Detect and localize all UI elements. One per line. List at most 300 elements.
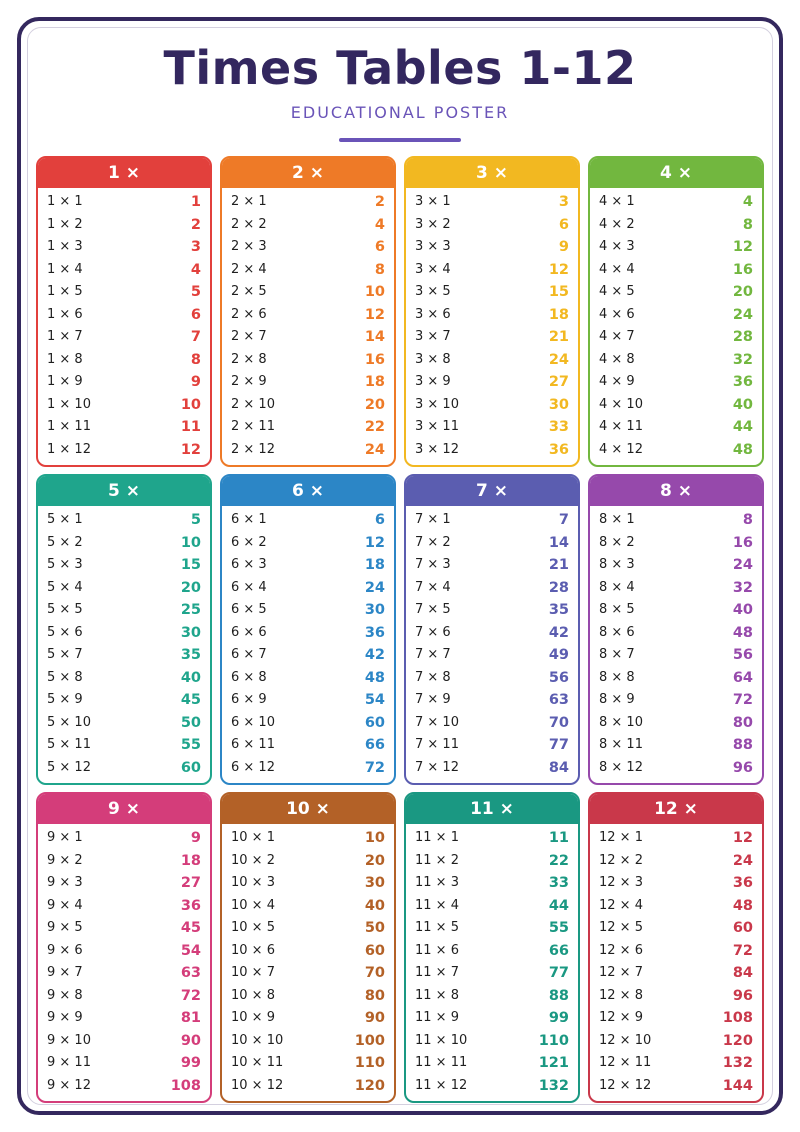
row-answer: 14 xyxy=(548,534,569,551)
row-expression: 5 × 11 xyxy=(47,737,91,752)
table-row xyxy=(590,326,762,349)
row-expression: 2 × 7 xyxy=(231,329,267,344)
table-row xyxy=(222,349,394,372)
table-card-4 xyxy=(588,156,764,467)
row-expression: 12 × 9 xyxy=(599,1010,643,1025)
row-answer: 4 xyxy=(742,194,753,210)
row-expression: 11 × 8 xyxy=(415,987,459,1003)
table-card-3 xyxy=(404,156,580,467)
row-answer: 88 xyxy=(732,737,753,753)
table-row xyxy=(38,872,210,895)
row-answer: 50 xyxy=(180,714,201,731)
table-row xyxy=(406,416,578,439)
table-row xyxy=(590,827,762,850)
row-answer: 9 xyxy=(190,374,201,390)
row-expression: 6 × 7 xyxy=(231,647,267,662)
table-row xyxy=(222,1052,394,1075)
row-answer: 16 xyxy=(732,534,753,551)
row-answer: 40 xyxy=(732,602,753,618)
row-expression: 1 × 7 xyxy=(47,329,83,344)
table-row xyxy=(590,644,762,667)
row-answer: 4 xyxy=(374,216,385,233)
row-expression: 9 × 2 xyxy=(47,852,83,868)
row-answer: 18 xyxy=(364,374,385,390)
row-answer: 28 xyxy=(732,329,753,345)
row-expression: 4 × 4 xyxy=(599,261,635,277)
row-expression: 3 × 9 xyxy=(415,374,451,389)
row-answer: 80 xyxy=(732,714,753,731)
row-answer: 50 xyxy=(364,920,385,936)
row-expression: 2 × 9 xyxy=(231,374,267,389)
table-row xyxy=(222,236,394,259)
row-answer: 9 xyxy=(558,239,569,255)
table-row xyxy=(590,259,762,282)
table-row xyxy=(406,940,578,963)
row-expression: 12 × 6 xyxy=(599,942,643,958)
row-expression: 11 × 11 xyxy=(415,1055,468,1070)
row-expression: 5 × 5 xyxy=(47,602,83,617)
table-row xyxy=(38,895,210,918)
table-row xyxy=(222,394,394,417)
row-expression: 4 × 10 xyxy=(599,396,643,412)
row-answer: 132 xyxy=(538,1077,569,1094)
table-row xyxy=(222,259,394,282)
table-row xyxy=(222,757,394,780)
row-answer: 64 xyxy=(732,669,753,686)
row-answer: 15 xyxy=(548,284,569,300)
table-row xyxy=(222,439,394,462)
row-answer: 24 xyxy=(732,852,753,869)
table-row xyxy=(590,850,762,873)
table-row xyxy=(38,644,210,667)
row-answer: 33 xyxy=(548,419,569,435)
row-expression: 10 × 7 xyxy=(231,965,275,980)
row-answer: 18 xyxy=(364,557,385,573)
row-expression: 5 × 6 xyxy=(47,624,83,640)
row-answer: 8 xyxy=(742,216,753,233)
row-answer: 48 xyxy=(732,624,753,641)
row-expression: 5 × 10 xyxy=(47,714,91,730)
row-expression: 4 × 8 xyxy=(599,351,635,367)
row-expression: 1 × 6 xyxy=(47,306,83,322)
row-expression: 3 × 6 xyxy=(415,306,451,322)
row-answer: 56 xyxy=(548,669,569,686)
row-answer: 5 xyxy=(190,512,201,528)
row-answer: 10 xyxy=(364,284,385,300)
row-expression: 9 × 11 xyxy=(47,1055,91,1070)
row-answer: 20 xyxy=(364,852,385,869)
row-answer: 100 xyxy=(354,1032,385,1049)
row-expression: 12 × 2 xyxy=(599,852,643,868)
table-row xyxy=(590,214,762,237)
table-rows xyxy=(222,188,394,461)
row-expression: 3 × 11 xyxy=(415,419,459,434)
table-row xyxy=(406,281,578,304)
table-row xyxy=(406,1052,578,1075)
row-answer: 96 xyxy=(732,759,753,776)
poster-subtitle: EDUCATIONAL POSTER xyxy=(290,103,510,122)
row-answer: 6 xyxy=(558,216,569,233)
row-expression: 11 × 10 xyxy=(415,1032,468,1048)
table-rows xyxy=(406,506,578,779)
row-answer: 4 xyxy=(190,261,201,278)
table-row xyxy=(222,191,394,214)
row-answer: 108 xyxy=(722,1010,753,1026)
row-answer: 45 xyxy=(180,920,201,936)
row-answer: 24 xyxy=(732,557,753,573)
row-expression: 5 × 7 xyxy=(47,647,83,662)
table-row xyxy=(406,577,578,600)
table-row xyxy=(406,439,578,462)
row-expression: 1 × 4 xyxy=(47,261,83,277)
table-row xyxy=(38,371,210,394)
row-expression: 10 × 2 xyxy=(231,852,275,868)
row-expression: 10 × 12 xyxy=(231,1077,284,1093)
table-row xyxy=(222,509,394,532)
row-answer: 27 xyxy=(180,875,201,891)
row-answer: 3 xyxy=(190,239,201,255)
row-answer: 63 xyxy=(548,692,569,708)
table-header: 7 × xyxy=(406,476,578,506)
table-row xyxy=(38,394,210,417)
row-answer: 55 xyxy=(548,920,569,936)
row-expression: 4 × 3 xyxy=(599,239,635,254)
row-expression: 11 × 9 xyxy=(415,1010,459,1025)
table-row xyxy=(406,509,578,532)
row-expression: 7 × 3 xyxy=(415,557,451,572)
row-answer: 20 xyxy=(180,579,201,596)
row-expression: 11 × 12 xyxy=(415,1077,468,1093)
table-row xyxy=(38,940,210,963)
row-answer: 36 xyxy=(548,441,569,458)
table-row xyxy=(222,326,394,349)
table-header: 8 × xyxy=(590,476,762,506)
table-row xyxy=(406,349,578,372)
row-answer: 144 xyxy=(722,1077,753,1094)
row-expression: 12 × 1 xyxy=(599,830,643,845)
row-expression: 7 × 4 xyxy=(415,579,451,595)
row-expression: 10 × 9 xyxy=(231,1010,275,1025)
row-expression: 10 × 11 xyxy=(231,1055,284,1070)
table-header: 3 × xyxy=(406,158,578,188)
row-answer: 20 xyxy=(364,396,385,413)
row-expression: 2 × 12 xyxy=(231,441,275,457)
table-row xyxy=(222,532,394,555)
row-answer: 20 xyxy=(732,284,753,300)
row-expression: 6 × 2 xyxy=(231,534,267,550)
row-expression: 1 × 9 xyxy=(47,374,83,389)
row-answer: 72 xyxy=(732,692,753,708)
table-row xyxy=(590,349,762,372)
row-expression: 2 × 11 xyxy=(231,419,275,434)
row-expression: 11 × 7 xyxy=(415,965,459,980)
table-rows xyxy=(590,188,762,461)
row-answer: 70 xyxy=(364,965,385,981)
table-row xyxy=(38,827,210,850)
table-row xyxy=(590,940,762,963)
row-answer: 18 xyxy=(180,852,201,869)
row-answer: 30 xyxy=(364,602,385,618)
row-answer: 32 xyxy=(732,579,753,596)
row-expression: 5 × 1 xyxy=(47,512,83,527)
table-row xyxy=(406,554,578,577)
table-card-5 xyxy=(36,474,212,785)
table-row xyxy=(590,962,762,985)
row-answer: 10 xyxy=(180,396,201,413)
table-row xyxy=(590,371,762,394)
table-row xyxy=(406,304,578,327)
row-answer: 108 xyxy=(170,1077,201,1094)
row-answer: 28 xyxy=(548,579,569,596)
row-expression: 3 × 7 xyxy=(415,329,451,344)
table-row xyxy=(406,371,578,394)
row-expression: 3 × 3 xyxy=(415,239,451,254)
table-row xyxy=(38,757,210,780)
row-expression: 3 × 8 xyxy=(415,351,451,367)
table-card-7 xyxy=(404,474,580,785)
table-row xyxy=(38,1052,210,1075)
row-answer: 14 xyxy=(364,329,385,345)
table-header: 9 × xyxy=(38,794,210,824)
row-expression: 11 × 2 xyxy=(415,852,459,868)
row-answer: 8 xyxy=(374,261,385,278)
row-expression: 7 × 1 xyxy=(415,512,451,527)
row-expression: 7 × 2 xyxy=(415,534,451,550)
table-row xyxy=(590,712,762,735)
row-answer: 42 xyxy=(548,624,569,641)
row-expression: 12 × 12 xyxy=(599,1077,652,1093)
table-row xyxy=(590,689,762,712)
row-answer: 32 xyxy=(732,351,753,368)
table-row xyxy=(38,599,210,622)
row-answer: 40 xyxy=(180,669,201,686)
row-expression: 3 × 5 xyxy=(415,284,451,299)
table-card-1 xyxy=(36,156,212,467)
table-row xyxy=(222,1075,394,1098)
table-row xyxy=(38,622,210,645)
table-row xyxy=(38,416,210,439)
row-answer: 3 xyxy=(558,194,569,210)
table-row xyxy=(222,214,394,237)
row-answer: 30 xyxy=(548,396,569,413)
row-expression: 10 × 8 xyxy=(231,987,275,1003)
table-row xyxy=(222,689,394,712)
row-expression: 7 × 12 xyxy=(415,759,459,775)
table-row xyxy=(222,281,394,304)
row-expression: 4 × 6 xyxy=(599,306,635,322)
row-expression: 1 × 5 xyxy=(47,284,83,299)
row-answer: 99 xyxy=(548,1010,569,1026)
row-answer: 48 xyxy=(732,897,753,914)
row-expression: 7 × 7 xyxy=(415,647,451,662)
row-answer: 5 xyxy=(190,284,201,300)
table-card-9 xyxy=(36,792,212,1103)
row-answer: 66 xyxy=(548,942,569,959)
row-expression: 5 × 9 xyxy=(47,692,83,707)
row-answer: 12 xyxy=(180,441,201,458)
table-row xyxy=(406,1007,578,1030)
table-row xyxy=(38,734,210,757)
row-answer: 81 xyxy=(180,1010,201,1026)
row-expression: 2 × 8 xyxy=(231,351,267,367)
table-card-6 xyxy=(220,474,396,785)
table-header: 4 × xyxy=(590,158,762,188)
row-answer: 72 xyxy=(364,759,385,776)
table-rows xyxy=(590,506,762,779)
row-expression: 4 × 12 xyxy=(599,441,643,457)
row-answer: 72 xyxy=(732,942,753,959)
row-expression: 8 × 8 xyxy=(599,669,635,685)
row-answer: 77 xyxy=(548,965,569,981)
table-header: 6 × xyxy=(222,476,394,506)
row-expression: 6 × 9 xyxy=(231,692,267,707)
table-row xyxy=(590,416,762,439)
row-expression: 6 × 6 xyxy=(231,624,267,640)
row-answer: 40 xyxy=(364,897,385,914)
row-answer: 48 xyxy=(732,441,753,458)
table-row xyxy=(38,712,210,735)
table-row xyxy=(38,985,210,1008)
row-answer: 22 xyxy=(548,852,569,869)
row-expression: 6 × 5 xyxy=(231,602,267,617)
row-expression: 6 × 1 xyxy=(231,512,267,527)
row-expression: 10 × 6 xyxy=(231,942,275,958)
table-row xyxy=(406,757,578,780)
row-answer: 60 xyxy=(180,759,201,776)
row-expression: 12 × 3 xyxy=(599,875,643,890)
title-underline xyxy=(339,138,461,142)
table-row xyxy=(38,236,210,259)
row-expression: 4 × 2 xyxy=(599,216,635,232)
row-answer: 8 xyxy=(742,512,753,528)
row-answer: 44 xyxy=(732,419,753,435)
row-answer: 7 xyxy=(190,329,201,345)
table-row xyxy=(590,734,762,757)
row-answer: 16 xyxy=(364,351,385,368)
table-row xyxy=(590,304,762,327)
row-answer: 24 xyxy=(732,306,753,323)
row-expression: 10 × 5 xyxy=(231,920,275,935)
table-row xyxy=(406,985,578,1008)
row-expression: 12 × 11 xyxy=(599,1055,652,1070)
row-expression: 1 × 1 xyxy=(47,194,83,209)
table-row xyxy=(590,599,762,622)
table-row xyxy=(38,326,210,349)
table-row xyxy=(406,259,578,282)
table-row xyxy=(38,259,210,282)
row-expression: 1 × 3 xyxy=(47,239,83,254)
row-expression: 7 × 6 xyxy=(415,624,451,640)
table-row xyxy=(222,667,394,690)
table-rows xyxy=(222,824,394,1097)
table-row xyxy=(222,622,394,645)
row-expression: 4 × 11 xyxy=(599,419,643,434)
row-answer: 36 xyxy=(732,875,753,891)
table-row xyxy=(590,439,762,462)
row-answer: 30 xyxy=(364,875,385,891)
table-rows xyxy=(38,188,210,461)
row-answer: 2 xyxy=(190,216,201,233)
row-expression: 5 × 12 xyxy=(47,759,91,775)
row-answer: 35 xyxy=(180,647,201,663)
row-expression: 8 × 3 xyxy=(599,557,635,572)
row-expression: 12 × 7 xyxy=(599,965,643,980)
table-card-11 xyxy=(404,792,580,1103)
row-answer: 42 xyxy=(364,647,385,663)
table-header: 5 × xyxy=(38,476,210,506)
row-answer: 84 xyxy=(732,965,753,981)
row-expression: 8 × 4 xyxy=(599,579,635,595)
table-row xyxy=(222,416,394,439)
row-expression: 9 × 10 xyxy=(47,1032,91,1048)
row-answer: 49 xyxy=(548,647,569,663)
table-row xyxy=(406,962,578,985)
table-row xyxy=(38,509,210,532)
table-card-8 xyxy=(588,474,764,785)
row-expression: 11 × 5 xyxy=(415,920,459,935)
table-rows xyxy=(406,824,578,1097)
row-expression: 9 × 3 xyxy=(47,875,83,890)
table-row xyxy=(590,985,762,1008)
row-answer: 36 xyxy=(364,624,385,641)
row-expression: 8 × 5 xyxy=(599,602,635,617)
row-expression: 12 × 4 xyxy=(599,897,643,913)
table-row xyxy=(38,191,210,214)
table-row xyxy=(222,371,394,394)
table-row xyxy=(590,554,762,577)
row-answer: 15 xyxy=(180,557,201,573)
row-expression: 3 × 10 xyxy=(415,396,459,412)
table-row xyxy=(590,757,762,780)
table-row xyxy=(406,622,578,645)
table-row xyxy=(38,281,210,304)
table-row xyxy=(406,895,578,918)
row-expression: 9 × 5 xyxy=(47,920,83,935)
row-expression: 1 × 2 xyxy=(47,216,83,232)
row-expression: 1 × 11 xyxy=(47,419,91,434)
table-row xyxy=(590,1007,762,1030)
table-row xyxy=(222,734,394,757)
table-row xyxy=(222,644,394,667)
table-row xyxy=(590,872,762,895)
row-answer: 63 xyxy=(180,965,201,981)
table-row xyxy=(406,734,578,757)
row-answer: 45 xyxy=(180,692,201,708)
row-expression: 6 × 4 xyxy=(231,579,267,595)
row-answer: 40 xyxy=(732,396,753,413)
row-answer: 72 xyxy=(180,987,201,1004)
row-answer: 60 xyxy=(364,714,385,731)
row-answer: 88 xyxy=(548,987,569,1004)
table-row xyxy=(590,236,762,259)
table-row xyxy=(38,439,210,462)
row-answer: 11 xyxy=(548,830,569,846)
row-expression: 11 × 1 xyxy=(415,830,459,845)
table-row xyxy=(222,827,394,850)
table-row xyxy=(38,667,210,690)
row-expression: 12 × 5 xyxy=(599,920,643,935)
row-expression: 9 × 6 xyxy=(47,942,83,958)
table-row xyxy=(590,281,762,304)
row-expression: 9 × 1 xyxy=(47,830,83,845)
table-row xyxy=(406,532,578,555)
table-row xyxy=(406,667,578,690)
row-answer: 24 xyxy=(548,351,569,368)
row-answer: 27 xyxy=(548,374,569,390)
table-row xyxy=(406,712,578,735)
row-expression: 8 × 10 xyxy=(599,714,643,730)
table-row xyxy=(38,917,210,940)
